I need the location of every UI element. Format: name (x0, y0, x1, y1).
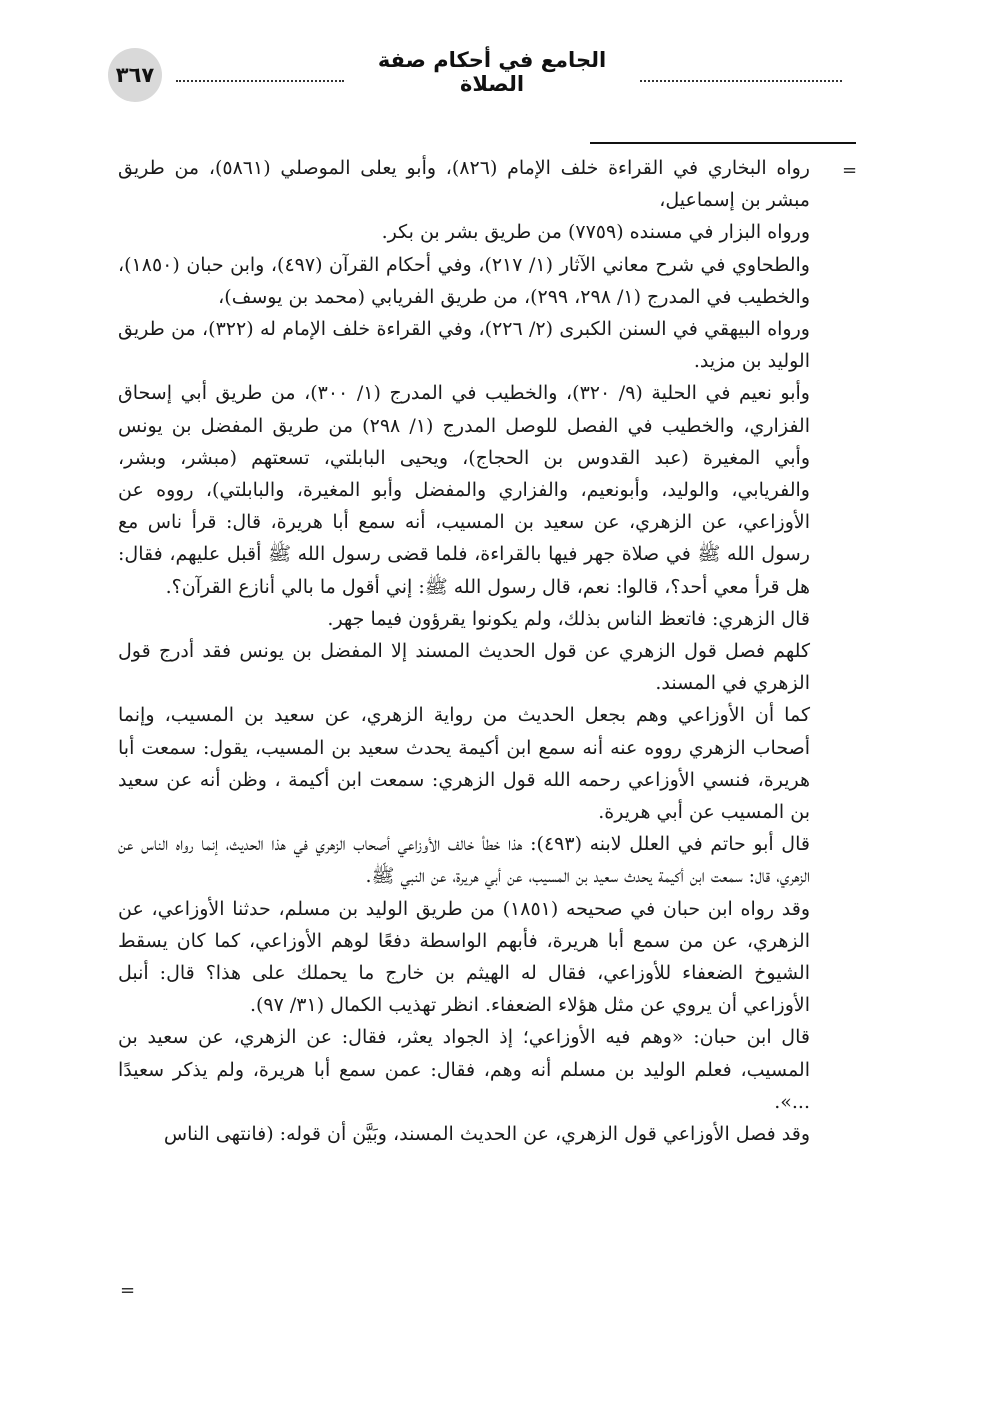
header-dotted-leader-right (640, 60, 842, 82)
footnote-body (118, 152, 810, 1150)
page-header (0, 30, 1004, 120)
footnote-paragraph: قال الزهري: فاتعظ الناس بذلك، ولم يكونوا يقرؤون فيما جهر. (327, 607, 810, 630)
running-title: الجامع في أحكام صفة الصلاة (377, 48, 607, 96)
page-number: ٣٦٧ (108, 48, 162, 102)
header-dotted-leader-left (176, 60, 344, 82)
footnote-separator-rule (590, 142, 856, 144)
footnote-paragraph: وقد رواه ابن حبان في صحيحه (١٨٥١) من طريق الوليد بن مسلم، حدثنا الأوزاعي، عن الزهري، عن من سمع أبا هريرة، فأبهم الواسطة دفعًا لوهم الأوزاعي، كما كان يسقط الشيوخ الضعفاء للأوزاعي، فقال له الهيثم بن خارج ما يحملك على هذا؟ قال: أنبل الأوزاعي أن يروي عن مثل هؤلاء الضعفاء. انظر تهذيب الكمال (٣١/ ٩٧). (118, 897, 811, 1017)
footnote-paragraph: قال ابن حبان: «وهم فيه الأوزاعي؛ إذ الجواد يعثر، فقال: عن الزهري، عن سعيد بن المسيب، فعلم الوليد بن مسلم أنه وهم، فقال: عمن سمع أبا هريرة، ولم يذكر سعيدًا ...». (118, 1026, 810, 1113)
footnote-paragraph: ورواه البيهقي في السنن الكبرى (٢/ ٢٢٦)، وفي القراءة خلف الإمام له (٣٢٢)، من طريق الوليد بن مزيد. (118, 318, 810, 373)
footnote-paragraph: كما أن الأوزاعي وهم بجعل الحديث من رواية الزهري، عن سعيد بن المسيب، وإنما أصحاب الزهري رووه عنه أنه سمع ابن أكيمة يحدث سعيد بن المسيب، يقول: سمعت أبا هريرة، فنسي الأوزاعي رحمه الله قول الزهري: سمعت ابن أكيمة ، وظن أنه عن سعيد بن المسيب عن أبي هريرة. (118, 704, 810, 824)
footnote-paragraph: ورواه البزار في مسنده (٧٧٥٩) من طريق بشر بن بكر. (381, 221, 810, 244)
continuation-marker-top: = (842, 160, 858, 181)
footnote-paragraph: كلهم فصل قول الزهري عن قول الحديث المسند إلا المفضل بن يونس فقد أدرج قول الزهري في المسند. (118, 640, 810, 695)
continuation-marker-bottom: = (120, 1280, 136, 1301)
footnote-paragraph: قال أبو حاتم في العلل لابنه (٤٩٣): هذا خطأ خالف الأوزاعي أصحاب الزهري في هذا الحديث، إنما رواه الناس عن الزهري، قال: سمعت ابن أكيمة يحدث سعيد بن المسيب، عن أبي هريرة، عن النبي ﷺ. (118, 833, 810, 888)
footnote-paragraph: وقد فصل الأوزاعي قول الزهري، عن الحديث المسند، وبَيَّن أن قوله: (فانتهى الناس (163, 1123, 810, 1146)
footnote-paragraph: وأبو نعيم في الحلية (٩/ ٣٢٠)، والخطيب في المدرج (١/ ٣٠٠)، من طريق أبي إسحاق الفزاري، والخطيب في الفصل للوصل المدرج (١/ ٢٩٨) من طريق المفضل بن يونس وأبي المغيرة (عبد القدوس بن الحجاج)، ويحيى البابلتي، تسعتهم (مبشر، وبشر، والفريابي، والوليد، وأبونعيم، والفزاري والمفضل وأبو المغيرة، والبابلتي)، رووه عن الأوزاعي، عن الزهري، عن سعيد بن المسيب، أنه سمع أبا هريرة، قال: قرأ ناس مع رسول الله ﷺ في صلاة جهر فيها بالقراءة، فلما قضى رسول الله ﷺ أقبل عليهم، فقال: هل قرأ معي أحد؟، قالوا: نعم، قال رسول الله ﷺ: إني أقول ما بالي أنازع القرآن؟. (118, 382, 810, 598)
footnote-paragraph: والطحاوي في شرح معاني الآثار (١/ ٢١٧)، وفي أحكام القرآن (٤٩٧)، وابن حبان (١٨٥٠)، والخطيب في المدرج (١/ ٢٩٨، ٢٩٩)، من طريق الفريابي (محمد بن يوسف)، (118, 253, 810, 308)
footnote-paragraph: رواه البخاري في القراءة خلف الإمام (٨٢٦)، وأبو يعلى الموصلي (٥٨٦١)، من طريق مبشر بن إسماعيل، (118, 157, 810, 212)
